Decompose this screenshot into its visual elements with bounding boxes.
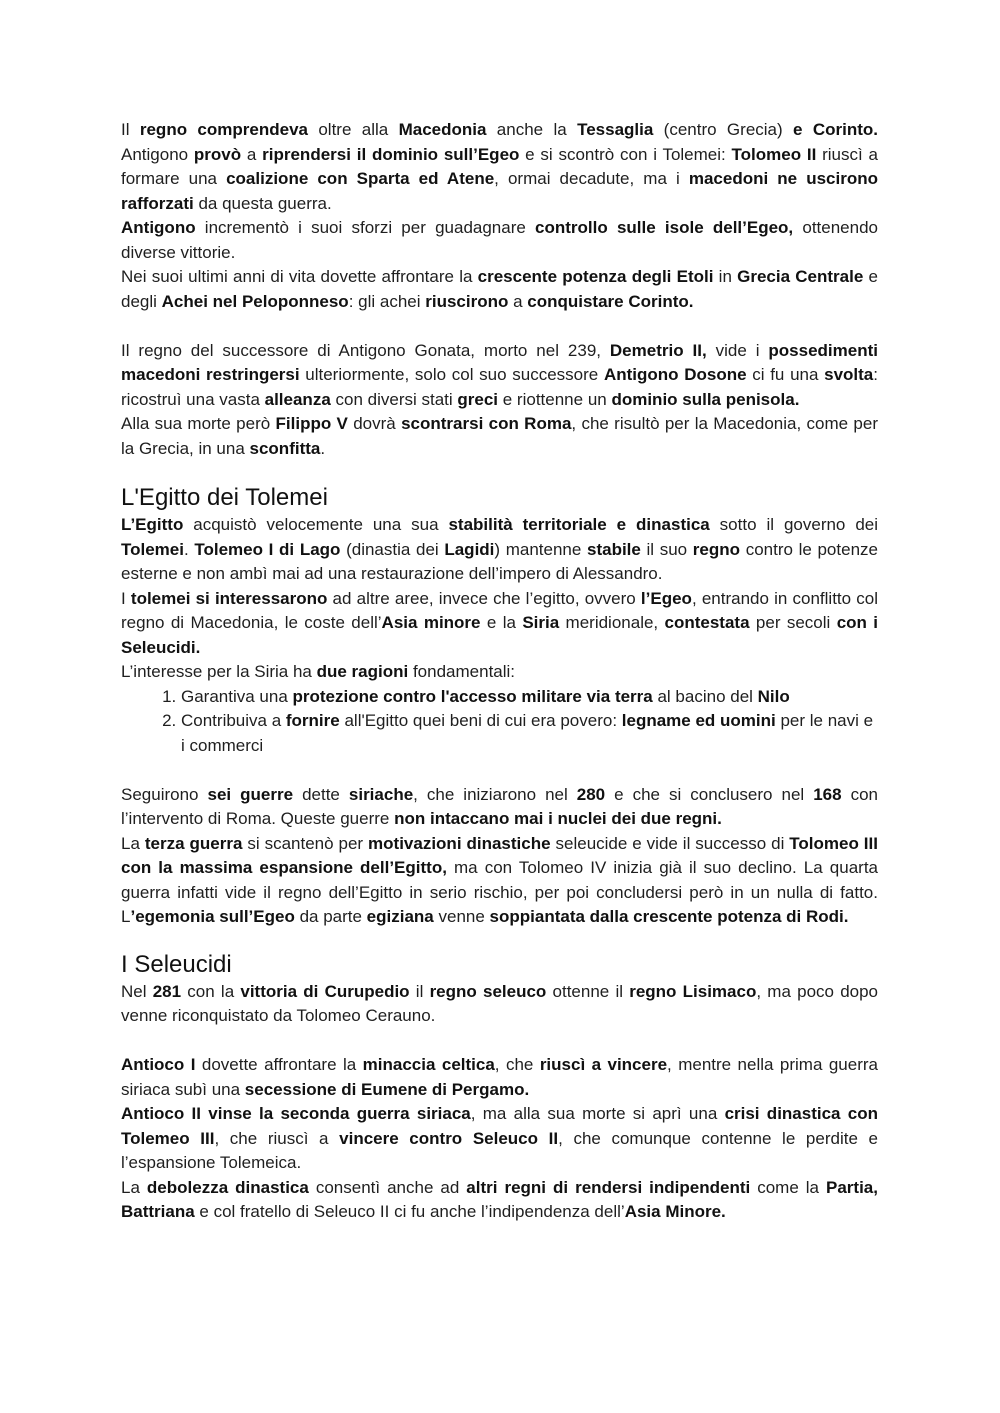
- text-run: , entrando in conflitto col regno di Macedonia, le coste dell’: [121, 588, 879, 632]
- text-run: e la: [480, 613, 523, 632]
- egypt-reasons-list: [121, 685, 878, 759]
- bold-text: regno seleuco: [429, 981, 547, 1001]
- text-run: Antigono: [121, 144, 194, 164]
- bold-text: legname ed uomini: [621, 711, 776, 730]
- text-run: : ricostruì una vasta: [121, 365, 878, 409]
- text-run: consentì anche ad: [308, 1177, 467, 1197]
- bold-text: regno comprendeva: [139, 120, 308, 139]
- text-run: , ma alla sua morte si aprì una: [470, 1104, 725, 1123]
- text-run: ad altre aree, invece che l’egitto, ovvero: [327, 588, 641, 608]
- bold-text: protezione contro l'accesso militare via terra: [292, 686, 653, 706]
- paragraph: [121, 339, 878, 413]
- text-run: si scantenò per: [242, 833, 369, 853]
- bold-text: L’Egitto: [121, 515, 184, 534]
- text-run: oltre alla: [307, 120, 399, 139]
- bold-text: terza guerra: [144, 833, 243, 853]
- bold-text: Tessaglia: [577, 120, 654, 139]
- paragraph: [121, 783, 878, 832]
- bold-text: stabile: [587, 539, 641, 559]
- text-run: all'Egitto quei beni di cui era povero:: [339, 711, 622, 730]
- bold-text: provò: [193, 144, 242, 164]
- bold-text: svolta: [824, 365, 874, 384]
- text-run: fondamentali:: [408, 662, 516, 681]
- text-run: Contribuiva a: [181, 711, 286, 730]
- bold-text: controllo sulle isole dell’Egeo,: [535, 218, 794, 237]
- text-run: , che riuscì a: [214, 1128, 340, 1148]
- paragraph: [121, 660, 878, 685]
- bold-text: macedoni ne uscirono rafforzati: [121, 169, 878, 213]
- text-run: per secoli: [749, 613, 837, 632]
- bold-text: stabilità territoriale e dinastica: [448, 515, 710, 534]
- intro-section: [121, 118, 878, 461]
- text-run: dovrà: [347, 414, 402, 433]
- text-run: e si scontrò con i Tolemei:: [519, 144, 732, 164]
- text-run: ulteriormente, solo col suo successore: [299, 365, 604, 384]
- text-run: seleucide e vide il successo di: [550, 833, 790, 853]
- text-run: al bacino del: [652, 686, 758, 706]
- bold-text: contestata: [664, 613, 750, 632]
- text-run: Seguirono: [121, 784, 208, 804]
- text-run: vide i: [706, 340, 769, 360]
- bold-text: Tolemeo I di Lago: [194, 539, 341, 559]
- bold-text: vittoria di Curupedio: [240, 981, 410, 1001]
- bold-text: non intaccano mai i nuclei dei due regni.: [394, 809, 722, 828]
- heading-seleucids: I Seleucidi: [121, 950, 232, 978]
- bold-text: Antioco I: [121, 1055, 196, 1074]
- text-run: ) mantenne: [494, 539, 587, 559]
- text-run: La: [121, 833, 145, 853]
- seleucids-section: [121, 980, 878, 1225]
- bold-text: greci: [457, 389, 499, 409]
- bold-text: ’egemonia sull’Egeo: [130, 907, 295, 926]
- bold-text: Macedonia: [398, 120, 487, 139]
- paragraph-spacer: [121, 758, 878, 783]
- text-run: ci fu una: [746, 365, 825, 384]
- text-run: : gli achei: [348, 291, 426, 311]
- text-run: ottenendo diverse vittorie.: [121, 218, 878, 262]
- bold-text: sei guerre: [207, 784, 294, 804]
- text-run: (dinastia dei: [340, 539, 445, 559]
- text-run: incrementò i suoi sforzi per guadagnare: [195, 218, 536, 237]
- bold-text: Asia Minore.: [624, 1202, 726, 1221]
- bold-text: Nilo: [757, 686, 790, 706]
- text-run: ottenne il: [546, 981, 630, 1001]
- text-run: con la: [181, 981, 241, 1001]
- egypt-section-continued: [121, 758, 878, 930]
- paragraph: [121, 1102, 878, 1176]
- list-item: [181, 709, 878, 758]
- paragraph: [121, 980, 878, 1029]
- bold-text: crescente potenza degli Etoli: [477, 267, 714, 286]
- bold-text: regno: [692, 539, 741, 559]
- text-run: Il: [121, 120, 140, 139]
- bold-text: l’Egeo: [640, 588, 692, 608]
- text-run: sotto il governo dei: [709, 515, 878, 534]
- text-run: e degli: [121, 267, 878, 311]
- text-run: , che: [494, 1055, 540, 1074]
- text-run: anche la: [486, 120, 578, 139]
- text-run: per le navi e i commerci: [181, 711, 874, 755]
- bold-text: due ragioni: [316, 662, 409, 681]
- bold-text: Lagidi: [444, 539, 495, 559]
- bold-text: con i Seleucidi.: [121, 613, 879, 657]
- bold-text: sconfitta: [249, 438, 321, 458]
- bold-text: coalizione con Sparta ed Atene: [226, 169, 495, 188]
- text-run: , mentre nella prima guerra siriaca subì una: [121, 1055, 878, 1099]
- text-run: il: [409, 981, 430, 1001]
- bold-text: Grecia Centrale: [737, 267, 864, 286]
- text-run: dette: [293, 784, 349, 804]
- text-run: .: [320, 438, 326, 458]
- bold-text: Siria: [522, 613, 560, 632]
- text-run: e che si conclusero nel: [605, 784, 814, 804]
- bold-text: riuscirono: [425, 291, 509, 311]
- bold-text: e Corinto.: [793, 120, 878, 139]
- bold-text: alleanza: [264, 389, 331, 409]
- text-run: , ma poco dopo venne riconquistato da Tolomeo Cerauno.: [121, 981, 879, 1025]
- bold-text: soppiantata dalla crescente potenza di Rodi.: [489, 907, 849, 926]
- text-run: Il regno del successore di Antigono Gonata, morto nel 239,: [121, 340, 610, 360]
- paragraph: [121, 1176, 878, 1225]
- text-run: venne: [433, 907, 490, 926]
- text-run: , che risultò per la Macedonia, come per la Grecia, in una: [121, 414, 878, 458]
- bold-text: Demetrio II,: [609, 340, 707, 360]
- bold-text: egiziana: [366, 907, 434, 926]
- bold-text: Achei nel Peloponneso: [161, 291, 349, 311]
- text-run: I: [121, 588, 131, 608]
- text-run: ma con Tolomeo IV inizia già il suo declino. La quarta guerra infatti vide il regno dell’Egitto in serio rischio, per poi concludersi però in un nulla di fatto. L: [121, 858, 878, 926]
- bold-text: vincere contro Seleuco II: [339, 1128, 559, 1148]
- bold-text: regno Lisimaco: [629, 981, 757, 1001]
- bold-text: riuscì a vincere: [539, 1055, 668, 1074]
- paragraph: [121, 832, 878, 930]
- paragraph-spacer: [121, 314, 878, 339]
- paragraph: [121, 1053, 878, 1102]
- egypt-section: [121, 513, 878, 685]
- bold-text: 168: [813, 784, 842, 804]
- text-run: Garantiva una: [181, 686, 293, 706]
- heading-egypt: L'Egitto dei Tolemei: [121, 484, 328, 511]
- bold-text: 281: [152, 981, 182, 1001]
- text-run: , ormai decadute, ma i: [494, 169, 689, 188]
- bold-text: fornire: [285, 711, 340, 730]
- text-run: (centro Grecia): [653, 120, 794, 139]
- text-run: da questa guerra.: [193, 193, 332, 213]
- bold-text: Tolomeo III con la massima espansione dell’Egitto,: [121, 833, 878, 877]
- text-run: a: [508, 291, 528, 311]
- text-run: contro le potenze esterne e non ambì mai ad una restaurazione dell’impero di Alessandro.: [121, 539, 878, 583]
- text-run: , che iniziarono nel: [413, 784, 577, 804]
- bold-text: Tolemei: [121, 539, 184, 559]
- paragraph: [121, 265, 878, 314]
- bold-text: scontrarsi con Roma: [401, 414, 572, 433]
- text-run: L’interesse per la Siria ha: [121, 662, 317, 681]
- bold-text: minaccia celtica: [362, 1055, 495, 1074]
- bold-text: Filippo V: [275, 414, 348, 433]
- bold-text: Antigono Dosone: [603, 365, 747, 384]
- text-run: Nei suoi ultimi anni di vita dovette affrontare la: [121, 267, 478, 286]
- bold-text: altri regni di rendersi indipendenti: [466, 1177, 751, 1197]
- list-item: [181, 685, 878, 710]
- bold-text: siriache: [348, 784, 414, 804]
- bold-text: motivazioni dinastiche: [368, 833, 551, 853]
- text-run: come la: [750, 1177, 827, 1197]
- text-run: La: [121, 1177, 147, 1197]
- bold-text: Tolomeo II: [731, 144, 817, 164]
- text-run: riuscì a formare una: [121, 144, 878, 188]
- text-run: dovette affrontare la: [195, 1055, 363, 1074]
- text-run: con diversi stati: [330, 389, 458, 409]
- document-body: [121, 118, 878, 1225]
- text-run: Nel: [121, 981, 153, 1001]
- bold-text: Partia, Battriana: [121, 1177, 878, 1221]
- bold-text: crisi dinastica con Tolemeo III: [121, 1104, 878, 1148]
- text-run: , che comunque contenne le perdite e l’espansione Tolemeica.: [121, 1128, 878, 1172]
- paragraph: [121, 118, 878, 216]
- text-run: Alla sua morte però: [121, 414, 276, 433]
- text-run: acquistò velocemente una sua: [183, 515, 449, 534]
- text-run: il suo: [640, 539, 693, 559]
- bold-text: Antigono: [121, 218, 196, 237]
- paragraph-spacer: [121, 1029, 878, 1054]
- bold-text: dominio sulla penisola.: [611, 389, 800, 409]
- bold-text: debolezza dinastica: [146, 1177, 309, 1197]
- text-run: da parte: [294, 907, 367, 926]
- bold-text: Asia minore: [381, 613, 481, 632]
- text-run: in: [713, 267, 738, 286]
- paragraph: [121, 216, 878, 265]
- bold-text: Antioco II vinse la seconda guerra siriaca: [121, 1104, 471, 1123]
- text-run: a: [241, 144, 263, 164]
- bold-text: possedimenti macedoni restringersi: [121, 340, 878, 384]
- paragraph: [121, 587, 878, 661]
- bold-text: conquistare Corinto.: [527, 291, 694, 311]
- paragraph: [121, 412, 878, 461]
- bold-text: tolemei si interessarono: [130, 588, 328, 608]
- bold-text: secessione di Eumene di Pergamo.: [244, 1079, 530, 1099]
- text-run: meridionale,: [559, 613, 665, 632]
- bold-text: 280: [576, 784, 606, 804]
- text-run: .: [183, 539, 195, 559]
- paragraph: [121, 513, 878, 587]
- text-run: con l’intervento di Roma. Queste guerre: [121, 784, 878, 828]
- bold-text: riprendersi il dominio sull’Egeo: [262, 144, 520, 164]
- text-run: e col fratello di Seleuco II ci fu anche l’indipendenza dell’: [194, 1202, 625, 1221]
- text-run: e riottenne un: [498, 389, 612, 409]
